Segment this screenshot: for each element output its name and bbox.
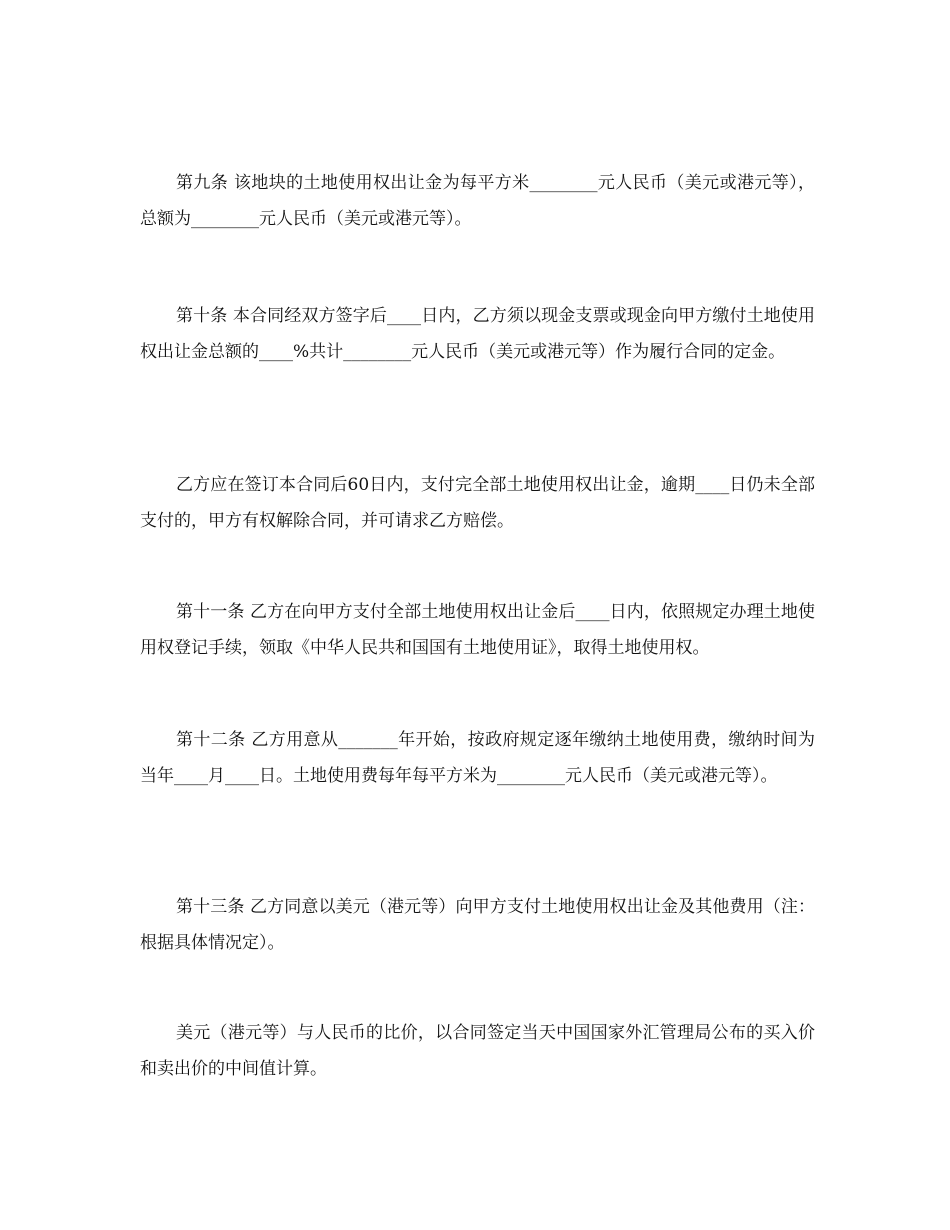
article-13-paragraph: 第十三条 乙方同意以美元（港元等）向甲方支付土地使用权出让金及其他费用（注：根据具体情况定）。 [140, 897, 815, 953]
payment-deadline-paragraph: 乙方应在签订本合同后60日内，支付完全部土地使用权出让金，逾期____日仍未全部支付的，甲方有权解除合同，并可请求乙方赔偿。 [140, 475, 815, 531]
article-10-paragraph: 第十条 本合同经双方签字后____日内，乙方须以现金支票或现金向甲方缴付土地使用权出让金总额的____%共计________元人民币（美元或港元等）作为履行合同的定金。 [140, 306, 815, 362]
article-11-paragraph: 第十一条 乙方在向甲方支付全部土地使用权出让金后____日内，依照规定办理土地使用权登记手续，领取《中华人民共和国国有土地使用证》，取得土地使用权。 [140, 602, 815, 658]
exchange-rate-paragraph: 美元（港元等）与人民币的比价，以合同签定当天中国国家外汇管理局公布的买入价和卖出价的中间值计算。 [140, 1023, 815, 1079]
article-9-paragraph: 第九条 该地块的土地使用权出让金为每平方米________元人民币（美元或港元等），总额为________元人民币（美元或港元等）。 [140, 173, 815, 229]
article-12-paragraph: 第十二条 乙方用意从_______年开始，按政府规定逐年缴纳土地使用费，缴纳时间为当年____月____日。土地使用费每年每平方米为________元人民币（美元或港元等）。 [140, 730, 815, 786]
